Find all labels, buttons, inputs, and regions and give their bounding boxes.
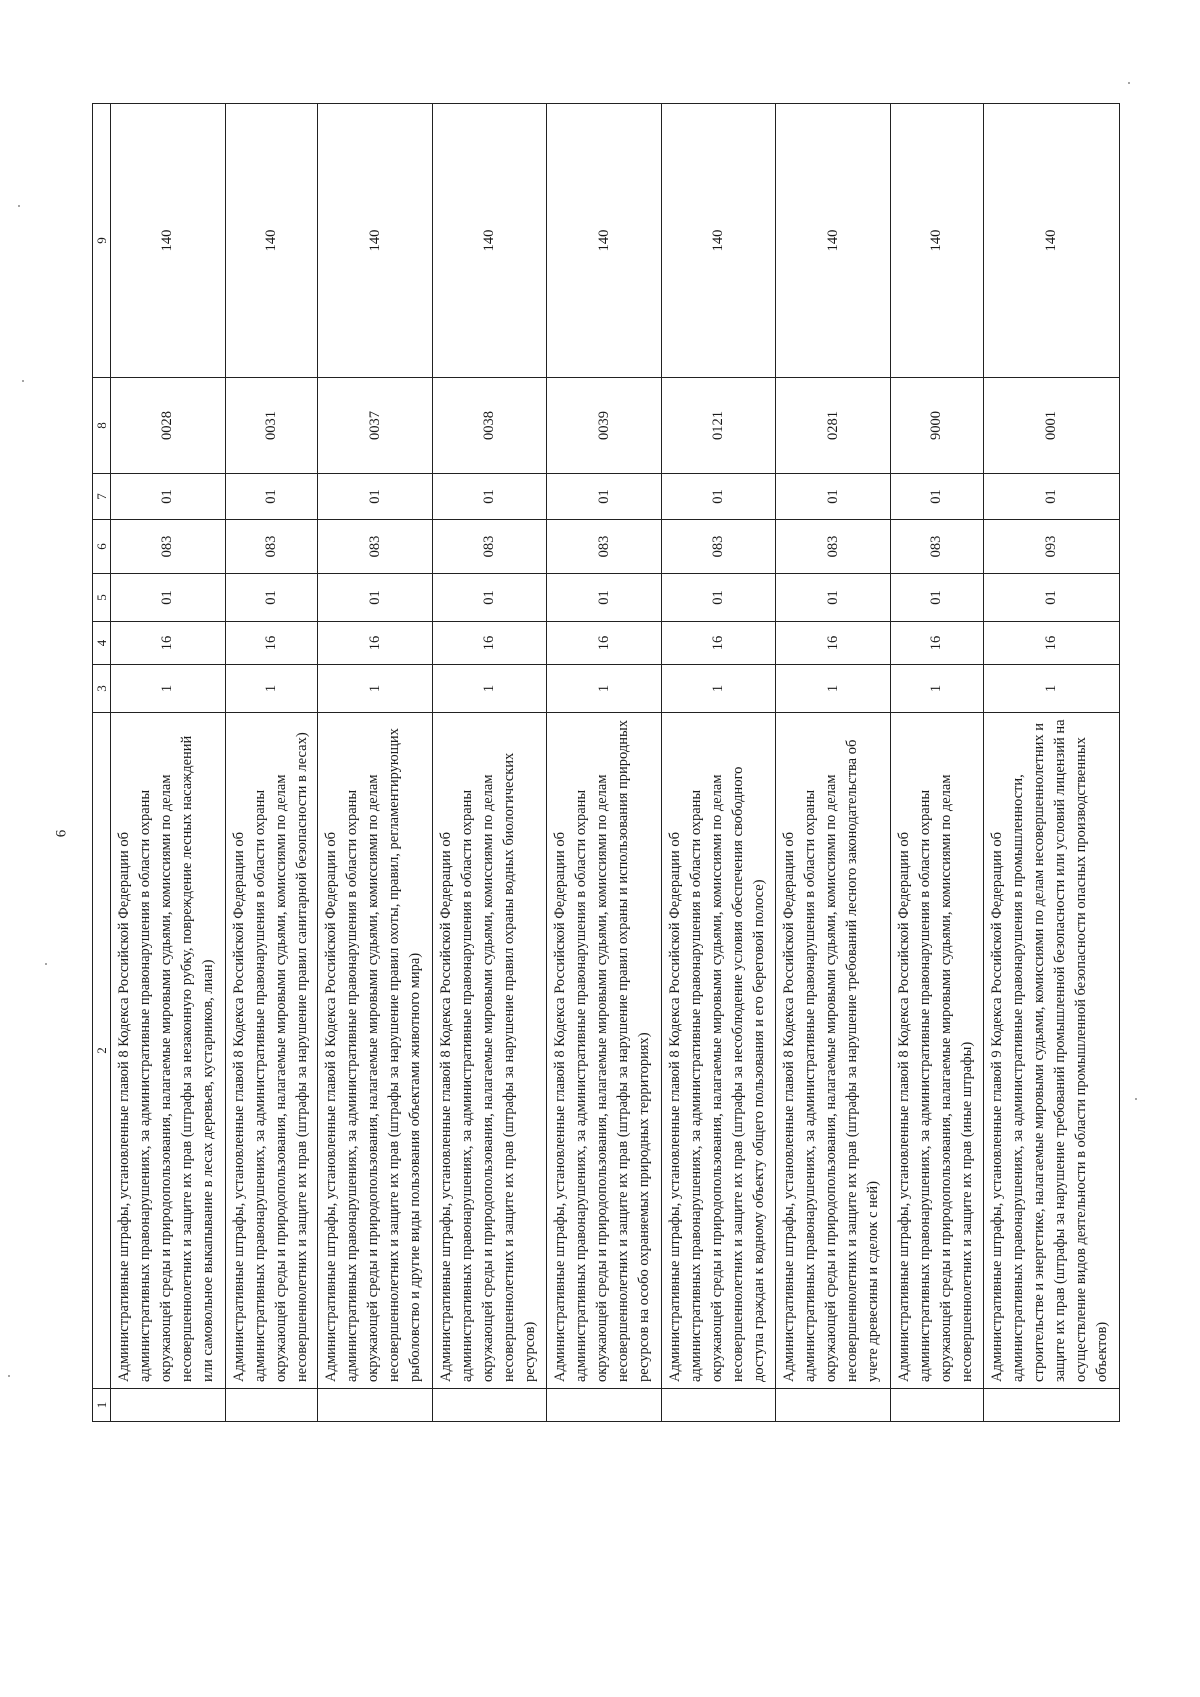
cell-col3: 1 <box>225 665 318 713</box>
cell-col6: 083 <box>776 520 891 574</box>
cell-col8: 9000 <box>890 378 983 474</box>
cell-col4: 16 <box>111 622 226 665</box>
cell-col6: 093 <box>983 520 1119 574</box>
cell-col7: 01 <box>225 474 318 520</box>
cell-col9: 140 <box>983 104 1119 378</box>
scan-speck <box>22 380 24 382</box>
cell-col4: 16 <box>983 622 1119 665</box>
column-header: 1 <box>93 1389 111 1422</box>
cell-description: Административные штрафы, установленные главой 8 Кодекса Российской Федерации об административных правонарушениях, за административные правонарушения в области охраны окружающей среды и природопользования, налагаемые мировыми судьями, комиссиями по делам несовершеннолетних и защите их прав (штрафы за нарушение правил охраны и использования природных ресурсов на особо охраняемых природных территориях) <box>547 713 662 1389</box>
table-row <box>225 104 318 1422</box>
column-header: 9 <box>93 104 111 378</box>
cell-col4: 16 <box>890 622 983 665</box>
cell-col9: 140 <box>225 104 318 378</box>
cell-col3: 1 <box>776 665 891 713</box>
column-header: 2 <box>93 713 111 1389</box>
cell-col3: 1 <box>318 665 433 713</box>
cell-col1 <box>547 1389 662 1422</box>
table-row <box>432 104 547 1422</box>
table-row <box>547 104 662 1422</box>
page-number: 6 <box>53 829 70 838</box>
cell-col1 <box>776 1389 891 1422</box>
cell-col5: 01 <box>432 574 547 622</box>
cell-col7: 01 <box>111 474 226 520</box>
scan-speck <box>45 963 47 965</box>
column-header: 5 <box>93 574 111 622</box>
cell-col9: 140 <box>111 104 226 378</box>
cell-col1 <box>432 1389 547 1422</box>
cell-description: Административные штрафы, установленные главой 8 Кодекса Российской Федерации об административных правонарушениях, за административные правонарушения в области охраны окружающей среды и природопользования, налагаемые мировыми судьями, комиссиями по делам несовершеннолетних и защите их прав (иные штрафы) <box>890 713 983 1389</box>
codes-table <box>92 103 1120 1422</box>
cell-col1 <box>661 1389 776 1422</box>
cell-col1 <box>318 1389 433 1422</box>
cell-description: Административные штрафы, установленные главой 9 Кодекса Российской Федерации об административных правонарушениях, за административные правонарушения в промышленности, строительстве и энергетике, налагаемые мировыми судьями, комиссиями по делам несовершеннолетних и защите их прав (штрафы за нарушение требований промышленной безопасности или условий лицензий на осуществление видов деятельности в области промышленной безопасности опасных производственных объектов) <box>983 713 1119 1389</box>
cell-description: Административные штрафы, установленные главой 8 Кодекса Российской Федерации об административных правонарушениях, за административные правонарушения в области охраны окружающей среды и природопользования, налагаемые мировыми судьями, комиссиями по делам несовершеннолетних и защите их прав (штрафы за нарушение требований лесного законодательства об учете древесины и сделок с ней) <box>776 713 891 1389</box>
table-row <box>983 104 1119 1422</box>
cell-col8: 0001 <box>983 378 1119 474</box>
column-header: 6 <box>93 520 111 574</box>
cell-description: Административные штрафы, установленные главой 8 Кодекса Российской Федерации об административных правонарушениях, за административные правонарушения в области охраны окружающей среды и природопользования, налагаемые мировыми судьями, комиссиями по делам несовершеннолетних и защите их прав (штрафы за несоблюдение условия обеспечения свободного доступа граждан к водному объекту общего пользования и его береговой полосе) <box>661 713 776 1389</box>
cell-col7: 01 <box>776 474 891 520</box>
cell-col6: 083 <box>547 520 662 574</box>
cell-col8: 0031 <box>225 378 318 474</box>
table-row <box>111 104 226 1422</box>
cell-col8: 0038 <box>432 378 547 474</box>
cell-col1 <box>111 1389 226 1422</box>
table-row <box>318 104 433 1422</box>
column-header: 8 <box>93 378 111 474</box>
cell-col5: 01 <box>890 574 983 622</box>
cell-col1 <box>225 1389 318 1422</box>
cell-col4: 16 <box>661 622 776 665</box>
cell-col4: 16 <box>318 622 433 665</box>
cell-col4: 16 <box>432 622 547 665</box>
table-row <box>661 104 776 1422</box>
cell-col5: 01 <box>318 574 433 622</box>
cell-col6: 083 <box>432 520 547 574</box>
cell-col5: 01 <box>776 574 891 622</box>
scan-speck <box>8 1375 10 1377</box>
cell-col3: 1 <box>890 665 983 713</box>
scan-speck <box>1135 1098 1137 1100</box>
cell-description: Административные штрафы, установленные главой 8 Кодекса Российской Федерации об административных правонарушениях, за административные правонарушения в области охраны окружающей среды и природопользования, налагаемые мировыми судьями, комиссиями по делам несовершеннолетних и защите их прав (штрафы за нарушение правил охраны водных биологических ресурсов) <box>432 713 547 1389</box>
column-header: 3 <box>93 665 111 713</box>
cell-col5: 01 <box>225 574 318 622</box>
cell-col9: 140 <box>432 104 547 378</box>
cell-col7: 01 <box>432 474 547 520</box>
cell-col1 <box>983 1389 1119 1422</box>
cell-col6: 083 <box>225 520 318 574</box>
cell-col3: 1 <box>547 665 662 713</box>
cell-col9: 140 <box>661 104 776 378</box>
cell-col4: 16 <box>225 622 318 665</box>
cell-col5: 01 <box>983 574 1119 622</box>
table-row <box>776 104 891 1422</box>
cell-description: Административные штрафы, установленные главой 8 Кодекса Российской Федерации об административных правонарушениях, за административные правонарушения в области охраны окружающей среды и природопользования, налагаемые мировыми судьями, комиссиями по делам несовершеннолетних и защите их прав (штрафы за незаконную рубку, повреждение лесных насаждений или самовольное выкапывание в лесах деревьев, кустарников, лиан) <box>111 713 226 1389</box>
table-row <box>890 104 983 1422</box>
cell-col1 <box>890 1389 983 1422</box>
cell-description: Административные штрафы, установленные главой 8 Кодекса Российской Федерации об административных правонарушениях, за административные правонарушения в области охраны окружающей среды и природопользования, налагаемые мировыми судьями, комиссиями по делам несовершеннолетних и защите их прав (штрафы за нарушение правил санитарной безопасности в лесах) <box>225 713 318 1389</box>
header-row <box>93 104 111 1422</box>
scan-speck <box>18 205 20 207</box>
cell-col7: 01 <box>890 474 983 520</box>
cell-col9: 140 <box>547 104 662 378</box>
cell-col5: 01 <box>111 574 226 622</box>
column-header: 7 <box>93 474 111 520</box>
cell-col4: 16 <box>776 622 891 665</box>
cell-col8: 0281 <box>776 378 891 474</box>
cell-col4: 16 <box>547 622 662 665</box>
column-header: 4 <box>93 622 111 665</box>
rotated-table-container <box>92 104 1120 1422</box>
cell-col9: 140 <box>776 104 891 378</box>
cell-col6: 083 <box>661 520 776 574</box>
cell-col8: 0039 <box>547 378 662 474</box>
cell-col6: 083 <box>890 520 983 574</box>
cell-description: Административные штрафы, установленные главой 8 Кодекса Российской Федерации об административных правонарушениях, за административные правонарушения в области охраны окружающей среды и природопользования, налагаемые мировыми судьями, комиссиями по делам несовершеннолетних и защите их прав (штрафы за нарушение правил охоты, правил, регламентирующих рыболовство и другие виды пользования объектами животного мира) <box>318 713 433 1389</box>
cell-col7: 01 <box>983 474 1119 520</box>
cell-col8: 0037 <box>318 378 433 474</box>
cell-col5: 01 <box>661 574 776 622</box>
cell-col7: 01 <box>547 474 662 520</box>
cell-col6: 083 <box>318 520 433 574</box>
cell-col7: 01 <box>318 474 433 520</box>
cell-col3: 1 <box>983 665 1119 713</box>
cell-col8: 0028 <box>111 378 226 474</box>
scan-speck <box>1128 82 1130 84</box>
cell-col3: 1 <box>661 665 776 713</box>
cell-col3: 1 <box>111 665 226 713</box>
cell-col9: 140 <box>890 104 983 378</box>
cell-col7: 01 <box>661 474 776 520</box>
cell-col3: 1 <box>432 665 547 713</box>
cell-col6: 083 <box>111 520 226 574</box>
cell-col9: 140 <box>318 104 433 378</box>
cell-col5: 01 <box>547 574 662 622</box>
cell-col8: 0121 <box>661 378 776 474</box>
